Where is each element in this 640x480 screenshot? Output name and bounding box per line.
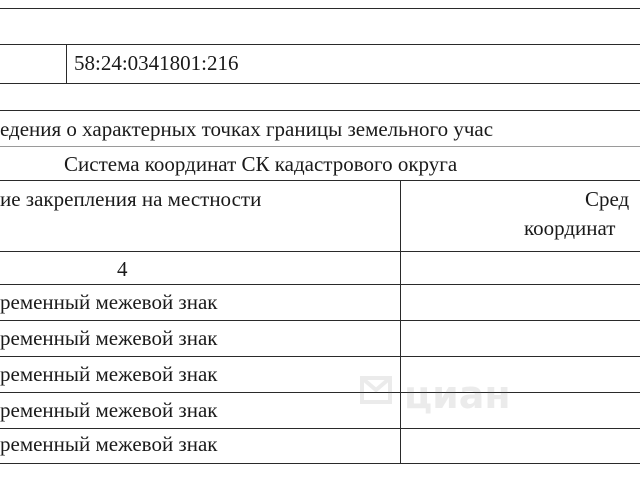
- rule: [66, 44, 67, 83]
- col-error-header-1: Сред: [585, 187, 630, 211]
- rule: [0, 180, 640, 181]
- rule: [0, 110, 640, 111]
- section-title: едения о характерных точках границы земельного учас: [0, 117, 494, 141]
- rule: [0, 251, 640, 252]
- rule: [0, 463, 640, 464]
- col-error-header-2: координат: [524, 216, 616, 240]
- coord-system-title: Система координат СК кадастрового округа: [64, 152, 458, 176]
- table-row: ременный межевой знак: [0, 290, 218, 314]
- rule: [0, 83, 640, 84]
- table-row: ременный межевой знак: [0, 326, 218, 350]
- rule: [0, 284, 640, 285]
- rule: [0, 44, 640, 45]
- table-row: ременный межевой знак: [0, 362, 218, 386]
- cadastral-number: 58:24:0341801:216: [74, 51, 239, 75]
- rule: [0, 320, 640, 321]
- watermark-text: циан: [404, 372, 511, 417]
- rule: [0, 8, 640, 9]
- watermark: [358, 370, 558, 430]
- rule: [0, 146, 640, 147]
- col-fixing-header: ие закрепления на местности: [0, 187, 262, 211]
- table-row: ременный межевой знак: [0, 432, 218, 456]
- rule: [0, 356, 640, 357]
- table-row: ременный межевой знак: [0, 398, 218, 422]
- cian-logo-icon: [358, 370, 398, 419]
- col-number: 4: [117, 257, 128, 281]
